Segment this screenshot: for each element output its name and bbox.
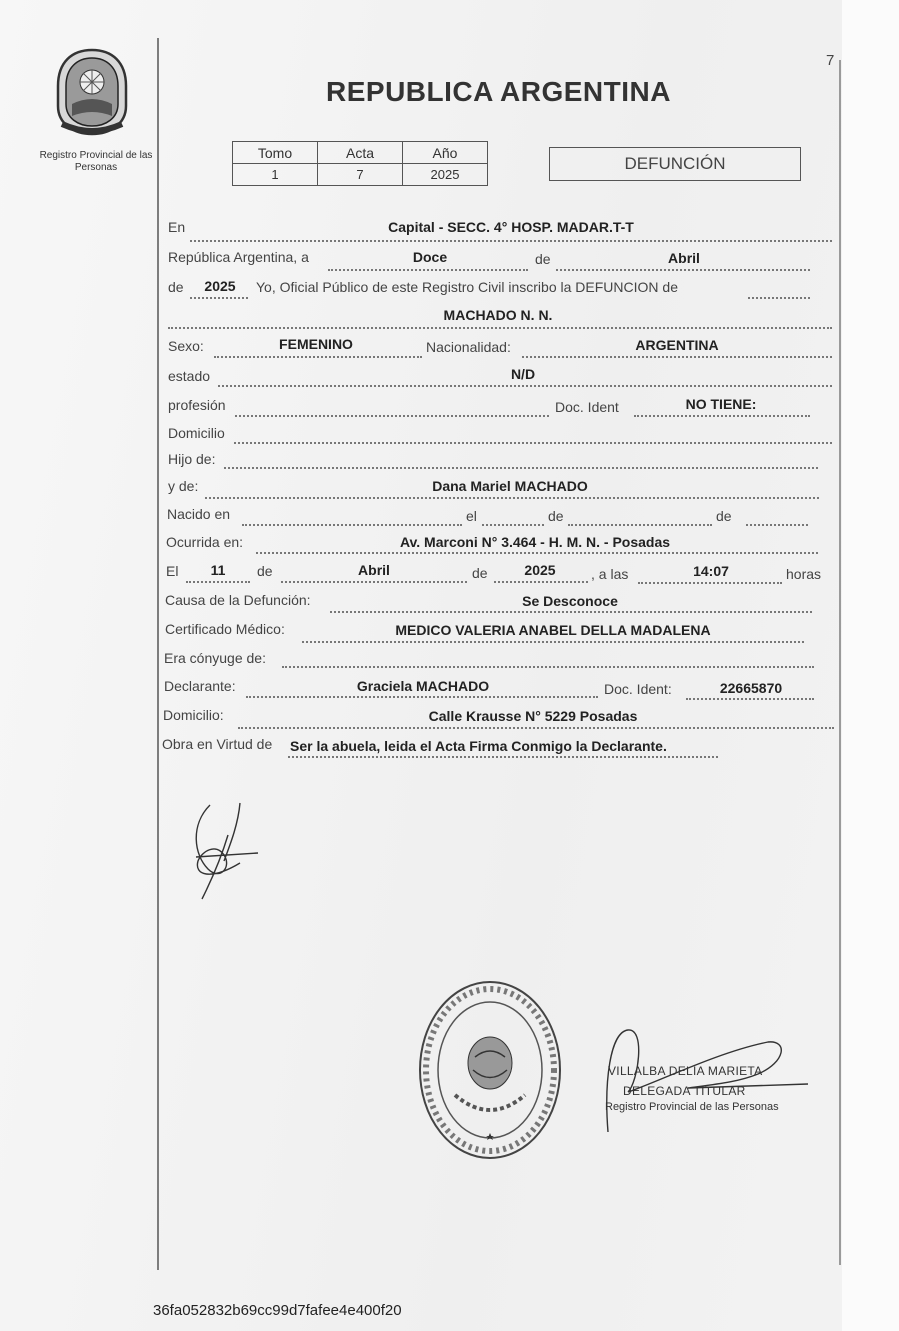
dotted-line: [205, 497, 819, 499]
dotted-line: [522, 356, 832, 358]
causa-value: Se Desconoce: [522, 593, 618, 609]
right-margin-line: [839, 60, 841, 1265]
acta-header: Acta: [318, 142, 403, 164]
registry-name: Registro Provincial de las Personas: [39, 150, 153, 173]
acta-value: 7: [318, 164, 403, 186]
label-republica: República Argentina, a: [168, 249, 309, 265]
doc-value: NO TIENE:: [685, 396, 757, 412]
dotted-line: [168, 327, 832, 329]
dotted-line: [638, 582, 782, 584]
label-estado: estado: [168, 368, 211, 384]
dotted-line: [328, 269, 528, 271]
dotted-line: [556, 269, 810, 271]
label-obra: Obra en Virtud de: [162, 736, 273, 752]
anio-value: 2025: [403, 164, 488, 186]
dotted-line: [224, 467, 818, 469]
label-de: de: [257, 563, 273, 579]
label-causa: Causa de la Defunción:: [165, 592, 311, 608]
label-ocurrida-en: Ocurrida en:: [166, 534, 244, 550]
label-en: En: [168, 219, 186, 235]
label-horas: horas: [786, 566, 822, 582]
dotted-line: [302, 641, 804, 643]
dotted-line: [748, 297, 810, 299]
anio-def-value: 2025: [524, 562, 556, 578]
titular-signature-icon: [598, 1022, 818, 1142]
dotted-line: [214, 356, 422, 358]
titular-name: VILLALBA DELIA MARIETA: [608, 1064, 763, 1078]
obra-value: Ser la abuela, leida el Acta Firma Conmigo la Declarante.: [290, 738, 667, 754]
page-title: REPUBLICA ARGENTINA: [326, 76, 671, 107]
label-sexo: Sexo:: [168, 338, 204, 354]
dotted-line: [238, 727, 834, 729]
label-a-las: , a las: [591, 566, 629, 582]
tomo-value: 1: [233, 164, 318, 186]
label-hijo-de: Hijo de:: [168, 451, 216, 467]
label-El: El: [166, 563, 179, 579]
dotted-line: [494, 581, 588, 583]
dotted-line: [288, 756, 718, 758]
dotted-line: [256, 552, 818, 554]
document-hash: 36fa052832b69cc99d7fafee4e400f20: [153, 1302, 402, 1319]
madre-value: Dana Mariel MACHADO: [432, 478, 588, 494]
label-de: de: [168, 279, 184, 295]
dotted-line: [218, 385, 832, 387]
mes-value: Abril: [668, 250, 700, 266]
dotted-line: [568, 524, 712, 526]
dotted-line: [686, 698, 814, 700]
dotted-line: [482, 524, 544, 526]
dotted-line: [190, 240, 832, 242]
dotted-line: [186, 581, 250, 583]
dotted-line: [634, 415, 810, 417]
sexo-value: FEMENINO: [279, 336, 353, 352]
titular-org: Registro Provincial de las Personas: [605, 1101, 779, 1113]
label-nacionalidad: Nacionalidad:: [426, 339, 511, 355]
dotted-line: [330, 611, 812, 613]
label-de: de: [535, 251, 551, 267]
dotted-line: [242, 524, 462, 526]
ocurrida-value: Av. Marconi N° 3.464 - H. M. N. - Posadas: [399, 534, 671, 550]
label-yo: Yo, Oficial Público de este Registro Civil inscribo la DEFUNCION de: [256, 279, 678, 295]
dotted-line: [190, 297, 248, 299]
label-de: de: [548, 508, 564, 524]
anio-header: Año: [403, 142, 488, 164]
tomo-header: Tomo: [233, 142, 318, 164]
label-doc-ident: Doc. Ident: [555, 399, 619, 415]
declarante-domicilio-value: Calle Krausse N° 5229 Posadas: [428, 708, 638, 724]
anio-texto-value: 2025: [204, 278, 236, 294]
titular-role: DELEGADA TITULAR: [623, 1084, 746, 1098]
dotted-line: [281, 581, 467, 583]
dotted-line: [234, 442, 832, 444]
province-seal-icon: [52, 46, 132, 138]
label-el: el: [466, 508, 477, 524]
declarante-value: Graciela MACHADO: [356, 678, 490, 694]
lugar-value: Capital - SECC. 4° HOSP. MADAR.T-T: [388, 219, 634, 235]
label-profesion: profesión: [168, 397, 226, 413]
page-number: 7: [826, 52, 835, 69]
declarante-doc-value: 22665870: [719, 680, 783, 696]
label-de: de: [472, 565, 488, 581]
label-nacido-en: Nacido en: [167, 506, 231, 522]
dotted-line: [282, 666, 814, 668]
certificado-value: MEDICO VALERIA ANABEL DELLA MADALENA: [395, 622, 711, 638]
mes-def-value: Abril: [358, 562, 390, 578]
label-conyuge: Era cónyuge de:: [164, 650, 266, 666]
dotted-line: [746, 524, 808, 526]
record-table: [232, 141, 488, 186]
dotted-line: [246, 696, 598, 698]
label-domicilio: Domicilio: [168, 425, 225, 441]
estado-value: N/D: [510, 366, 536, 382]
record-type: DEFUNCIÓN: [549, 147, 801, 181]
label-certificado: Certificado Médico:: [165, 621, 285, 637]
nacionalidad-value: ARGENTINA: [635, 337, 719, 353]
label-doc-ident2: Doc. Ident:: [604, 681, 672, 697]
dia-texto-value: Doce: [412, 249, 448, 265]
label-y-de: y de:: [168, 478, 199, 494]
dotted-line: [235, 415, 549, 417]
left-margin-line: [157, 38, 159, 1270]
hora-value: 14:07: [693, 563, 729, 579]
dia-def-value: 11: [210, 562, 226, 578]
office-seal-icon: [415, 975, 565, 1165]
declarant-signature-icon: [180, 795, 270, 915]
label-declarante: Declarante:: [164, 678, 236, 694]
page-margin: [842, 0, 899, 1331]
label-domicilio2: Domicilio:: [163, 707, 224, 723]
nombre-value: MACHADO N. N.: [443, 307, 553, 323]
label-de: de: [716, 508, 732, 524]
